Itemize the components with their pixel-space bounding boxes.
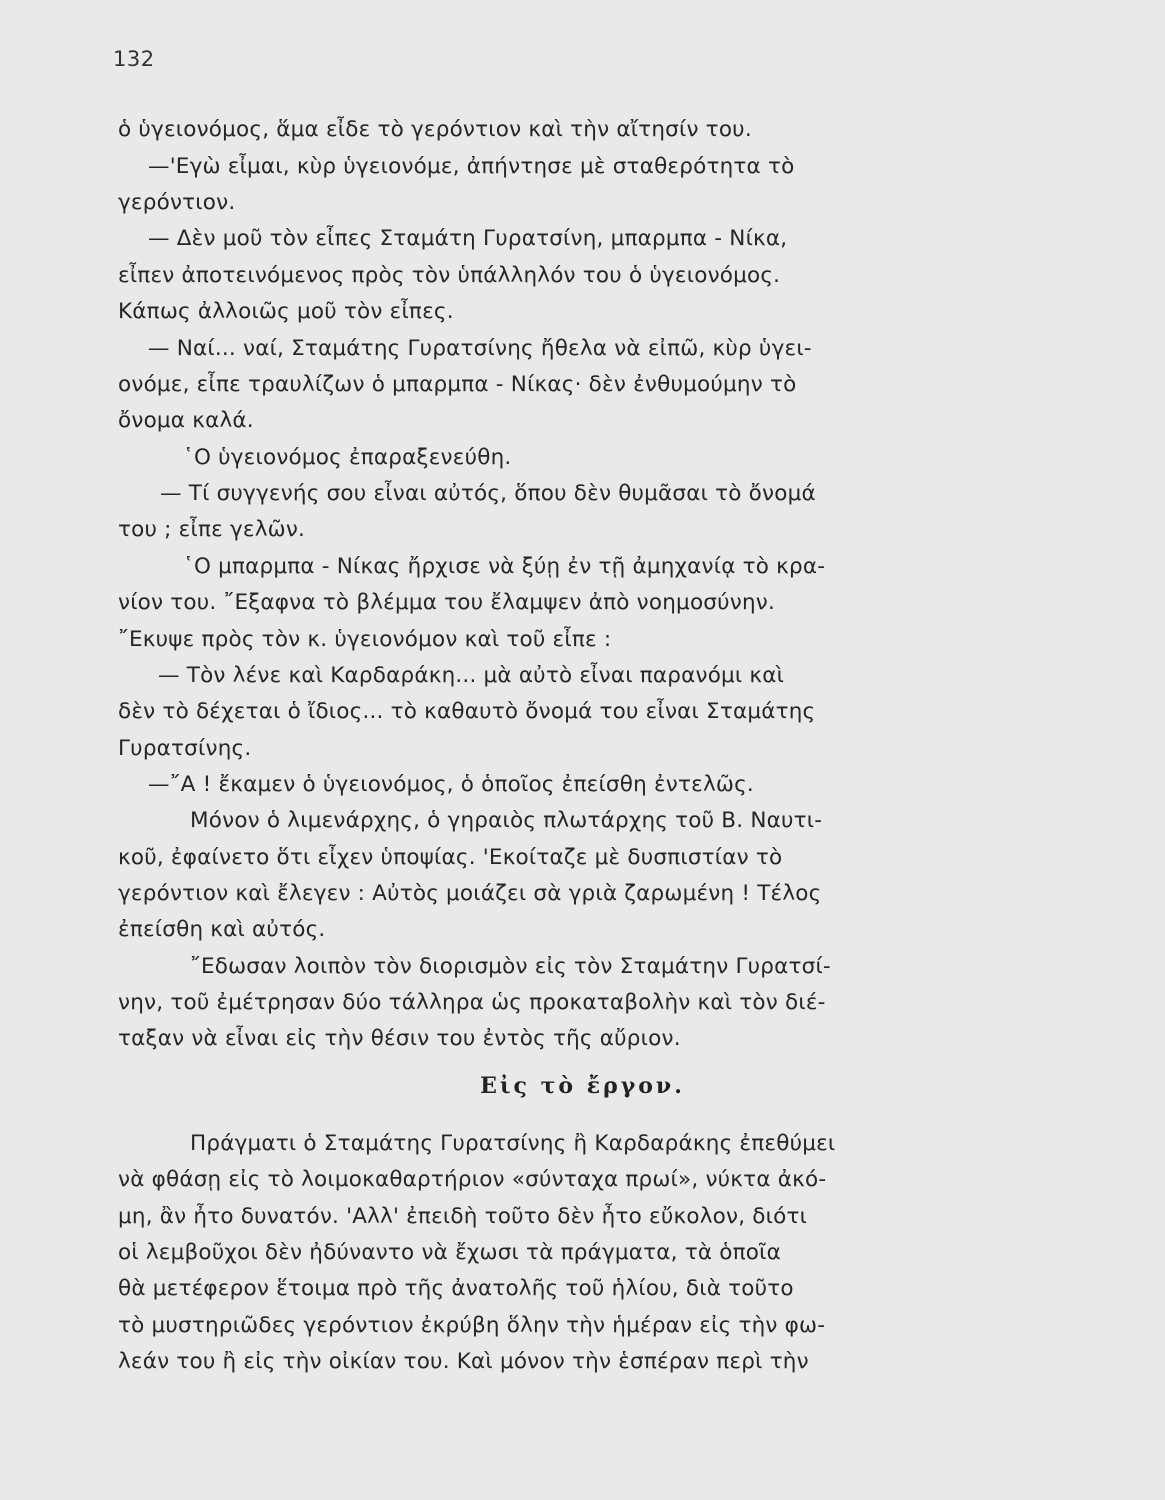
text-line: — Δὲν μοῦ τὸν εἶπες Σταμάτη Γυρατσίνη, μπαρμπα - Νίκα, [148, 226, 788, 251]
text-line: νην, τοῦ ἐμέτρησαν δύο τάλληρα ὡς προκαταβολὴν καὶ τὸν διέ- [118, 990, 826, 1015]
text-line: ῾Ο μπαρμπα - Νίκας ἤρχισε νὰ ξύῃ ἐν τῇ ἀμηχανίᾳ τὸ κρα- [183, 554, 826, 579]
text-line: ῾Ο ὑγειονόμος ἐπαραξενεύθη. [183, 445, 512, 470]
text-line: γερόντιον. [118, 190, 236, 215]
text-line: γερόντιον καὶ ἔλεγεν : Αὐτὸς μοιάζει σὰ γριὰ ζαρωμένη ! Τέλος [118, 881, 822, 906]
text-line: —'Εγὼ εἶμαι, κὺρ ὑγειονόμε, ἀπήντησε μὲ σταθερότητα τὸ [148, 154, 795, 179]
text-line: Γυρατσίνης. [118, 736, 252, 761]
text-line: δὲν τὸ δέχεται ὁ ἴδιος... τὸ καθαυτὸ ὄνομά του εἶναι Σταμάτης [118, 699, 816, 724]
text-line: θὰ μετέφερον ἕτοιμα πρὸ τῆς ἀνατολῆς τοῦ ἡλίου, διὰ τοῦτο [118, 1276, 794, 1301]
text-line: οἱ λεμβοῦχοι δὲν ἠδύναντο νὰ ἔχωσι τὰ πράγματα, τὰ ὁποῖα [118, 1240, 781, 1265]
text-line: — Ναί... ναί, Σταμάτης Γυρατσίνης ἤθελα νὰ εἰπῶ, κὺρ ὑγει- [148, 336, 812, 361]
text-line: Κάπως ἀλλοιῶς μοῦ τὸν εἶπες. [118, 299, 454, 324]
text-line: ὄνομα καλά. [118, 408, 254, 433]
text-line: νίον του. ῎Εξαφνα τὸ βλέμμα του ἔλαμψεν ἀπὸ νοημοσύνην. [118, 590, 776, 615]
text-line: —῎Α ! ἔκαμεν ὁ ὑγειονόμος, ὁ ὁποῖος ἐπείσθη ἐντελῶς. [148, 772, 754, 797]
text-line: ῎Εκυψε πρὸς τὸν κ. ὑγειονόμον καὶ τοῦ εἶπε : [118, 627, 612, 652]
text-line: του ; εἶπε γελῶν. [118, 517, 306, 542]
page-number: 132 [113, 47, 155, 71]
text-line: λεάν του ἢ εἰς τὴν οἰκίαν του. Καὶ μόνον τὴν ἑσπέραν περὶ τὴν [118, 1349, 809, 1374]
text-line: ονόμε, εἶπε τραυλίζων ὁ μπαρμπα - Νίκας· δὲν ἐνθυμούμην τὸ [118, 372, 797, 397]
text-line: — Τί συγγενής σου εἶναι αὐτός, ὅπου δὲν θυμᾶσαι τὸ ὄνομά [160, 481, 816, 506]
text-line: ταξαν νὰ εἶναι εἰς τὴν θέσιν του ἐντὸς τῆς αὔριον. [118, 1026, 681, 1051]
text-line: τὸ μυστηριῶδες γερόντιον ἐκρύβη ὅλην τὴν ἡμέραν εἰς τὴν φω- [118, 1313, 826, 1338]
text-line: κοῦ, ἐφαίνετο ὅτι εἶχεν ὑποψίας. 'Εκοίταζε μὲ δυσπιστίαν τὸ [118, 845, 783, 870]
text-line: Μόνον ὁ λιμενάρχης, ὁ γηραιὸς πλωτάρχης τοῦ Β. Ναυτι- [190, 808, 823, 833]
section-heading: Εἰς τὸ ἔργον. [480, 1073, 685, 1099]
text-line: Πράγματι ὁ Σταμάτης Γυρατσίνης ἢ Καρδαράκης ἐπεθύμει [190, 1131, 836, 1156]
text-line: εἶπεν ἀποτεινόμενος πρὸς τὸν ὑπάλληλόν του ὁ ὑγειονόμος. [118, 263, 781, 288]
text-line: ἐπείσθη καὶ αὐτός. [118, 917, 326, 942]
text-line: ῎Εδωσαν λοιπὸν τὸν διορισμὸν εἰς τὸν Σταμάτην Γυρατσί- [190, 954, 831, 979]
text-line: — Τὸν λένε καὶ Καρδαράκη... μὰ αὐτὸ εἶναι παρανόμι καὶ [158, 663, 785, 688]
text-line: νὰ φθάσῃ εἰς τὸ λοιμοκαθαρτήριον «σύνταχα πρωί», νύκτα ἀκό- [118, 1167, 827, 1192]
text-line: μη, ἂν ἦτο δυνατόν. 'Αλλ' ἐπειδὴ τοῦτο δὲν ἦτο εὔκολον, διότι [118, 1204, 808, 1229]
text-line: ὁ ὑγειονόμος, ἅμα εἶδε τὸ γερόντιον καὶ τὴν αἴτησίν του. [118, 117, 752, 142]
